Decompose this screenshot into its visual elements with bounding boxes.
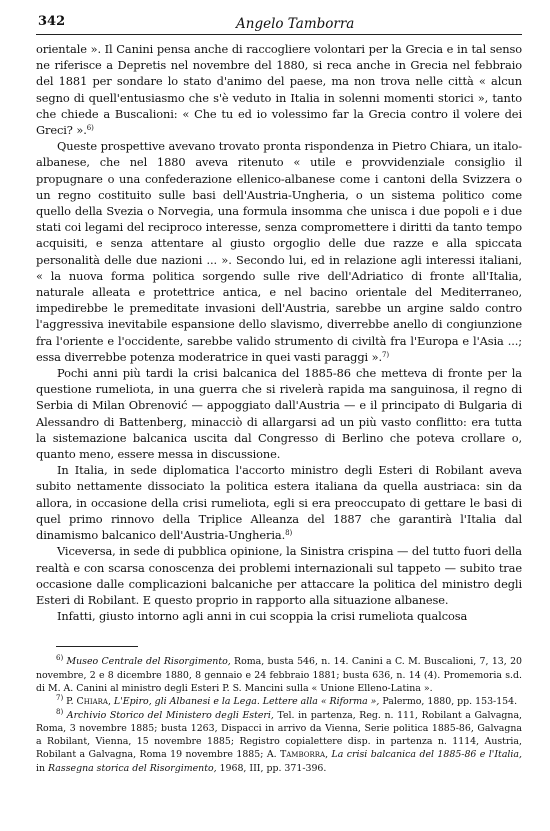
footnote: $^{6)}$ Museo Centrale del Risorgimento, Roma, busta 546, n. 14. Canini a C. M. Buscalioni, 7, 13, 20 novembre, 2 e 8 dicembre 1880, 8 gennaio e 24 febbraio 1881; busta 636, n. 14 (4). Promemoria s.d. di M. A. Canini al ministro degli Esteri P. S. Mancini sulla « Unione Elleno-Latina ». bbox=[36, 654, 522, 694]
paragraph: Viceversa, in sede di pubblica opinione, la Sinistra crispina — del tutto fuori della realtà e con scarsa conoscenza dei problemi internazionali sul tappeto — subito trae occasione dalle complicazioni balcaniche per attaccare la politica del ministro degli Esteri di Robilant. E questo proprio in rapporto alla situazione albanese. bbox=[36, 544, 522, 607]
paragraph: Pochi anni più tardi la crisi balcanica del 1885-86 che metteva di fronte per la questione rumeliota, in una guerra che si rivelerà rapida ma sanguinosa, il regno di Serbia di Milan Obrenović — appoggiato dall'Austria — e il principato di Bulgaria di Alessandro di Battenberg, minacciò di allargarsi ad un più vasto conflitto: era tutta la sistemazione balcanica uscita dal Congresso di Berlino che poteva crollare o, quanto meno, essere messa in discussione. bbox=[36, 366, 522, 462]
footnotes bbox=[36, 655, 522, 775]
note-ref: 8) bbox=[285, 529, 293, 538]
running-title: Angelo Tamborra bbox=[236, 16, 355, 32]
footnote-separator bbox=[56, 646, 138, 655]
note-ref: 6) bbox=[86, 124, 94, 133]
footnote: $^{7)}$ P. Chiara, L'Epiro, gli Albanesi e la Lega. Lettere alla « Riforma », Palermo, 1880, pp. 153-154. bbox=[56, 694, 518, 708]
paragraph: Infatti, giusto intorno agli anni in cui scoppia la crisi rumeliota qualcosa bbox=[57, 609, 468, 624]
footnote: $^{8)}$ Archivio Storico del Ministero degli Esteri, Tel. in partenza, Reg. n. 111, Robilant a Galvagna, Roma, 3 novembre 1885; busta 1263, Dispacci in arrivo da Vienna, Serie politica 1885-86, Galvagna a Robilant, Vienna, 15 novembre 1885; Registro copialettere disp. in partenza n. 1114, Austria, Robilant a Galvagna, Roma 19 novembre 1885; A. Tamborra, La crisi balcanica del 1885-86 e l'Italia, in Rassegna storica del Risorgimento, 1968, III, pp. 371-396. bbox=[36, 707, 523, 774]
page-number: 342 bbox=[38, 14, 66, 29]
body-text bbox=[36, 41, 522, 624]
note-ref: 7) bbox=[381, 350, 389, 359]
book-page bbox=[36, 14, 522, 775]
paragraph: In Italia, in sede diplomatica l'accorto ministro degli Esteri di Robilant aveva subito nettamente dissociato la politica estera italiana da quella austriaca: sin da allora, in occasione della crisi rumeliota, egli si era preoccupato di gettare le basi di quel primo rinnovo della Triplice Alleanza del 1887 che garantirà l'Italia dal dinamismo balcanico dell'Austria-Ungheria.$^{8)}$ bbox=[36, 463, 522, 543]
paragraph: Queste prospettive avevano trovato pronta rispondenza in Pietro Chiara, un italo-albanese, che nel 1880 aveva ritenuto « utile e provvidenziale consiglio il propugnare o una confederazione ellenico-albanese come i cantoni della Svizzera o un regno costituito sulle basi dell'Austria-Ungheria, o un sistema politico come quello della Svezia o Norvegia, una formula insomma che unisca i due popoli e i due stati coi legami del reciproco interesse, senza compromettere i diritti da tanto tempo acquisiti, e senza attentare al giusto orgoglio delle due razze e alla spiccata personalità delle due nazioni ... ». Secondo lui, ed in relazione agli interessi italiani, « la nuova forma politica sorgendo sulle rive dell'Adriatico di fronte all'Italia, naturale alleata e protettrice antica, e nel bacino orientale del Mediterraneo, impedirebbe le premeditate invasioni dell'Austria, sarebbe un argine saldo contro l'aggressiva inevitabile espansione dello slavismo, diverrebbe anello di congiunzione fra l'oriente e l'occidente, sarebbe valido strumento di civiltà fra l'Europa e l'Asia ...; essa diverrebbe potenza moderatrice in quei vasti paraggi ».$^{7)}$ bbox=[36, 139, 522, 364]
paragraph: orientale ». Il Canini pensa anche di raccogliere volontari per la Grecia e in tal senso ne riferisce a Depretis nel novembre del 1880, si reca anche in Grecia nel febbraio del 1881 per sondare lo stato d'animo del paese, ma non trova nelle città « alcun segno di quell'entusiasmo che s'è veduto in Italia in solenni momenti storici », tanto che chiede a Buscalioni: « Che tu ed io volessimo far la Grecia contro il volere dei Greci? ».$^{6)}$ bbox=[36, 42, 522, 138]
page-header bbox=[36, 14, 522, 35]
